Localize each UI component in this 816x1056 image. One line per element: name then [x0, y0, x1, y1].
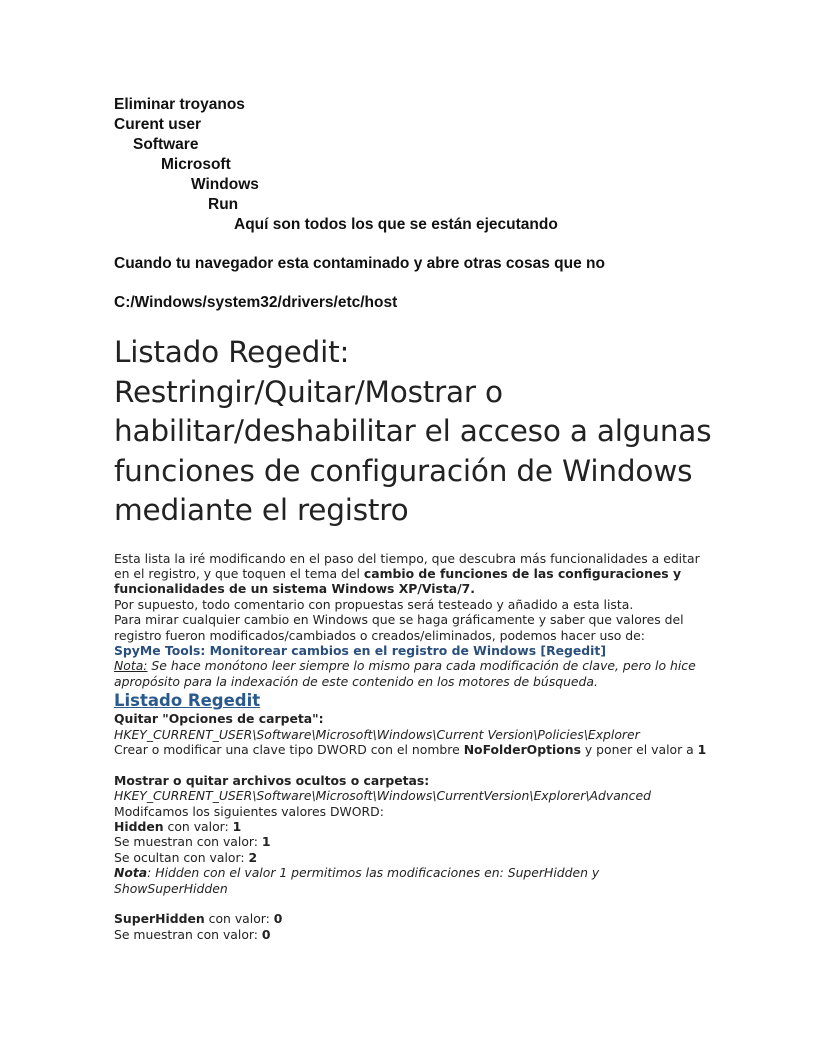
entry2-intro: Modifcamos los siguientes valores DWORD: [114, 803, 384, 819]
hidden-value: 1 [232, 818, 242, 834]
hidden-text: con valor: [163, 818, 233, 834]
note-line-eliminar-troyanos: Eliminar troyanos [114, 96, 245, 113]
intro-comment-note: Por supuesto, todo comentario con propuestas será testeado y añadido a esta lista. [114, 596, 634, 612]
entry1-desc-mid: y poner el valor a [580, 741, 698, 757]
entry2-superhidden-line [114, 911, 714, 926]
document-page [114, 95, 714, 942]
entry2-title: Mostrar o quitar archivos ocultos o carpetas: [114, 772, 430, 788]
entry2-show-line [114, 834, 714, 849]
registry-path-notes [114, 95, 714, 313]
intro-nota [114, 658, 714, 689]
section-heading-link[interactable]: Listado Regedit [114, 691, 261, 711]
entry2-nota-text: : Hidden con el valor 1 permitimos las modificaciones en: SuperHidden y ShowSuperHidden [114, 865, 600, 896]
page-title: Listado Regedit: Restringir/Quitar/Mostrar o habilitar/deshabilitar el acceso a algunas funciones de configuración de Windows mediante el registro [114, 335, 712, 527]
spyme-tools-link[interactable]: SpyMe Tools: Monitorear cambios en el registro de Windows [Regedit] [114, 642, 607, 658]
intro-text: Esta lista la iré modificando en el paso del tiempo, que descubra más funcionalidades a editar en el registro, y que toquen el tema del [114, 550, 700, 581]
entry1-key-name: NoFolderOptions [463, 741, 581, 757]
host-path: C:/Windows/system32/drivers/etc/host [114, 294, 398, 311]
entry1-description [114, 742, 714, 757]
entry2-hidden-line [114, 819, 714, 834]
note-line-run: Run [208, 196, 239, 213]
entry1-path: HKEY_CURRENT_USER\Software\Microsoft\Windows\Current Version\Policies\Explorer [114, 726, 640, 742]
entry-hidden-files [114, 773, 714, 942]
entry2-nota [114, 865, 714, 896]
nota-label: Nota: [114, 658, 148, 674]
note-line-current-user: Curent user [114, 116, 201, 133]
hidden-key-name: Hidden [114, 818, 164, 834]
entry-folder-options [114, 711, 714, 757]
entry1-value: 1 [697, 741, 707, 757]
entry2-nota-label: Nota [114, 865, 148, 881]
entry1-title: Quitar "Opciones de carpeta": [114, 711, 324, 727]
show-value: 1 [261, 834, 271, 850]
superhidden-show-value: 0 [261, 926, 271, 942]
superhidden-show-text: Se muestran con valor: [114, 926, 262, 942]
intro-monitor-text: Para mirar cualquier cambio en Windows que se haga gráficamente y saber que valores del registro fueron modificados/cambiados o creados/eliminados, podemos hacer uso de: [114, 612, 684, 643]
entry2-superhidden-show-line [114, 927, 714, 942]
entry2-path: HKEY_CURRENT_USER\Software\Microsoft\Windows\CurrentVersion\Explorer\Advanced [114, 788, 651, 804]
note-line-running: Aquí son todos los que se están ejecutando [234, 216, 558, 233]
hide-text: Se ocultan con valor: [114, 849, 249, 865]
entry2-hide-line [114, 850, 714, 865]
nota-text: Se hace monótono leer siempre lo mismo para cada modificación de clave, pero lo hice apropósito para la indexación de este contenido en los motores de búsqueda. [114, 658, 696, 689]
intro-section [114, 551, 714, 690]
superhidden-value: 0 [273, 911, 283, 927]
show-text: Se muestran con valor: [114, 834, 262, 850]
superhidden-key-name: SuperHidden [114, 911, 205, 927]
note-line-microsoft: Microsoft [161, 156, 231, 173]
superhidden-text: con valor: [204, 911, 274, 927]
browser-note: Cuando tu navegador esta contaminado y abre otras cosas que no [114, 255, 605, 272]
hide-value: 2 [248, 849, 258, 865]
entry1-desc-text: Crear o modificar una clave tipo DWORD con el nombre [114, 741, 464, 757]
intro-paragraph [114, 551, 714, 597]
note-line-software: Software [133, 136, 199, 153]
note-line-windows: Windows [191, 176, 259, 193]
intro-bold-text: cambio de funciones de las configuraciones y funcionalidades de un sistema Windows XP/Vista/7. [114, 565, 682, 597]
